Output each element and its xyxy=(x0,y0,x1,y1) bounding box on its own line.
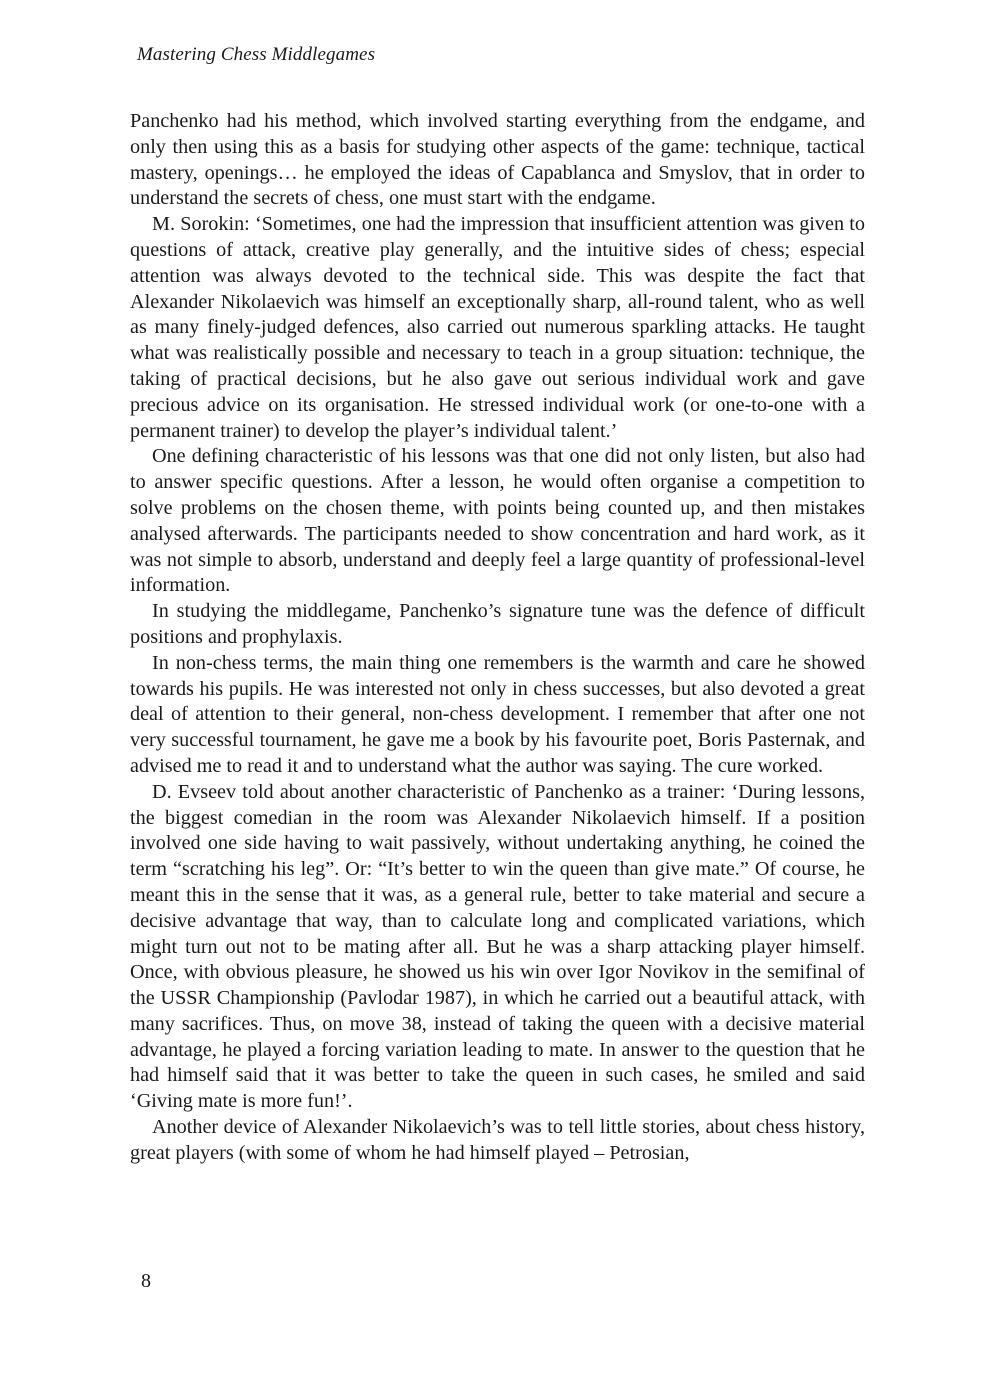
running-header: Mastering Chess Middlegames xyxy=(137,44,376,65)
paragraph: In studying the middlegame, Panchenko’s signature tune was the defence of difficult positions and prophylaxis. xyxy=(130,600,865,648)
paragraph: M. Sorokin: ‘Sometimes, one had the impression that insufficient attention was given to questions of attack, creative play generally, and the intuitive sides of chess; especial attention was always devoted to the technical side. This was despite the fact that Alexander Nikolaevich was himself an exceptionally sharp, all-round talent, who as well as many finely-judged defences, also carried out numerous sparkling attacks. He taught what was realistically possible and necessary to teach in a group situation: technique, the taking of practical decisions, but he also gave out serious individual work and gave precious advice on its organisation. He stressed individual work (or one-to-one with a permanent trainer) to develop the player’s individual talent.’ xyxy=(130,213,865,442)
body-text xyxy=(130,109,865,1167)
paragraph: Panchenko had his method, which involved starting everything from the endgame, and only then using this as a basis for studying other aspects of the game: technique, tactical mastery, openings… he employed the ideas of Capablanca and Smyslov, that in order to understand the secrets of chess, one must start with the endgame. xyxy=(130,110,865,210)
page-number: 8 xyxy=(141,1270,151,1292)
paragraph: In non-chess terms, the main thing one remembers is the warmth and care he showed towards his pupils. He was interested not only in chess successes, but also devoted a great deal of attention to their general, non-chess development. I remember that after one not very successful tournament, he gave me a book by his favourite poet, Boris Pasternak, and advised me to read it and to understand what the author was saying. The cure worked. xyxy=(130,651,865,777)
paragraph: D. Evseev told about another characteristic of Panchenko as a trainer: ‘During lessons, the biggest comedian in the room was Alexander Nikolaevich himself. If a position involved one side having to wait passively, without undertaking anything, he coined the term “scratching his leg”. Or: “It’s better to win the queen than give mate.” Of course, he meant this in the sense that it was, as a general rule, better to take material and secure a decisive advantage that way, than to calculate long and complicated variations, which might turn out not to be mating after all. But he was a sharp attacking player himself. Once, with obvious pleasure, he showed us his win over Igor Novikov in the semifinal of the USSR Championship (Pavlodar 1987), in which he carried out a beautiful attack, with many sacrifices. Thus, on move 38, instead of taking the queen with a decisive material advantage, he played a forcing variation leading to mate. In answer to the question that he had himself said that it was better to take the queen in such cases, he smiled and said ‘Giving mate is more fun!’. xyxy=(130,780,865,1113)
paragraph: Another device of Alexander Nikolaevich’s was to tell little stories, about chess history, great players (with some of whom he had himself played – Petrosian, xyxy=(130,1116,865,1164)
paragraph: One defining characteristic of his lessons was that one did not only listen, but also had to answer specific questions. After a lesson, he would often organise a competition to solve problems on the chosen theme, with points being counted up, and then mistakes analysed afterwards. The participants needed to show concentration and hard work, as it was not simple to absorb, understand and deeply feel a large quantity of professional-level information. xyxy=(130,445,865,597)
